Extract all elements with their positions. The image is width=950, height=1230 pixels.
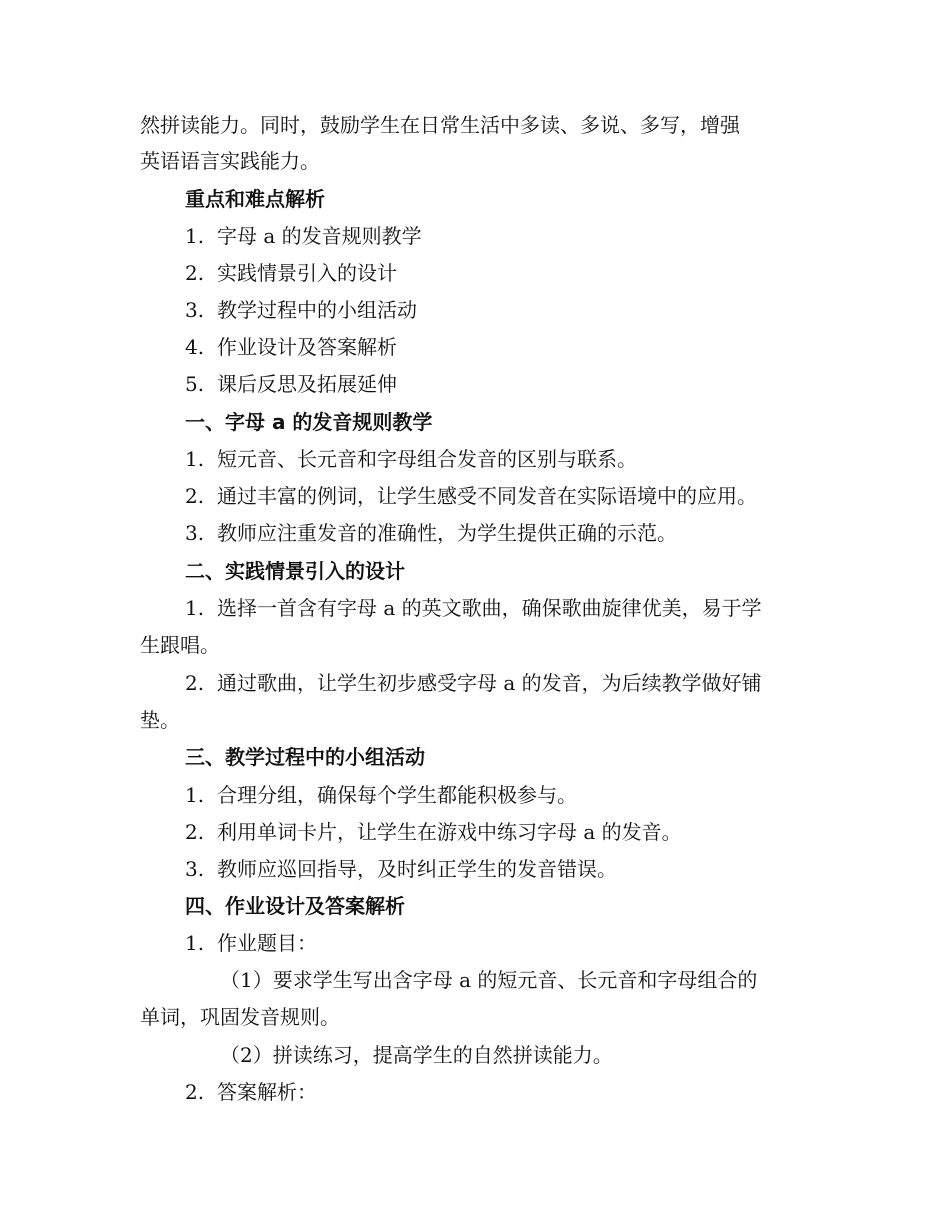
list-text: 合理分组，确保每个学生都能积极参与。	[217, 783, 577, 807]
list-text: 通过丰富的例词，让学生感受不同发音在实际语境中的应用。	[217, 484, 757, 508]
list-number: 3.	[185, 521, 205, 545]
section-heading-key-points: 重点和难点解析	[185, 187, 325, 211]
list-number: 2.	[185, 261, 205, 285]
list-number: 2.	[185, 484, 205, 508]
list-number: 4.	[185, 335, 205, 359]
paragraph-continuation: 然拼读能力。同时，鼓励学生在日常生活中多读、多说、多写，增强	[140, 113, 740, 137]
list-number: 3.	[185, 298, 205, 322]
list-item	[185, 1078, 317, 1106]
list-item	[185, 594, 762, 622]
list-item	[185, 519, 677, 547]
sub-item: （1）要求学生写出含字母 a 的短元音、长元音和字母组合的	[220, 968, 758, 992]
list-item	[185, 445, 637, 473]
list-number: 1.	[185, 931, 205, 955]
list-number: 1.	[185, 783, 205, 807]
list-item	[185, 482, 757, 510]
list-text: 通过歌曲，让学生初步感受字母 a 的发音，为后续教学做好铺	[217, 671, 762, 695]
list-item	[185, 929, 317, 957]
list-item	[185, 222, 422, 250]
list-text: 利用单词卡片，让学生在游戏中练习字母 a 的发音。	[217, 820, 682, 844]
list-text: 实践情景引入的设计	[217, 261, 397, 285]
list-text: 教师应巡回指导，及时纠正学生的发音错误。	[217, 857, 617, 881]
list-number: 2.	[185, 1080, 205, 1104]
list-number: 5.	[185, 372, 205, 396]
list-number: 2.	[185, 820, 205, 844]
list-number: 3.	[185, 857, 205, 881]
list-number: 1.	[185, 224, 205, 248]
list-item-wrap: 垫。	[140, 708, 180, 732]
list-text: 课后反思及拓展延伸	[217, 372, 397, 396]
list-item	[185, 259, 397, 287]
list-item	[185, 669, 762, 697]
list-number: 1.	[185, 447, 205, 471]
list-text: 教学过程中的小组活动	[217, 298, 417, 322]
list-number: 2.	[185, 671, 205, 695]
section-heading-2: 二、实践情景引入的设计	[185, 559, 405, 583]
sub-item-wrap: 单词，巩固发音规则。	[140, 1005, 340, 1029]
section-heading-1: 一、字母 a 的发音规则教学	[185, 410, 433, 434]
paragraph-continuation-end: 英语语言实践能力。	[140, 149, 320, 173]
list-item	[185, 855, 617, 883]
list-number: 1.	[185, 596, 205, 620]
list-item	[185, 370, 397, 398]
section-heading-4: 四、作业设计及答案解析	[185, 894, 405, 918]
list-text: 字母 a 的发音规则教学	[217, 224, 422, 248]
list-text: 短元音、长元音和字母组合发音的区别与联系。	[217, 447, 637, 471]
list-text: 教师应注重发音的准确性，为学生提供正确的示范。	[217, 521, 677, 545]
list-item-wrap: 生跟唱。	[140, 633, 220, 657]
list-text: 答案解析：	[217, 1080, 317, 1104]
sub-item: （2）拼读练习，提高学生的自然拼读能力。	[220, 1043, 613, 1067]
list-text: 选择一首含有字母 a 的英文歌曲，确保歌曲旋律优美，易于学	[217, 596, 762, 620]
list-item	[185, 296, 417, 324]
list-text: 作业设计及答案解析	[217, 335, 397, 359]
list-text: 作业题目：	[217, 931, 317, 955]
list-item	[185, 333, 397, 361]
list-item	[185, 781, 577, 809]
list-item	[185, 818, 682, 846]
section-heading-3: 三、教学过程中的小组活动	[185, 745, 425, 769]
